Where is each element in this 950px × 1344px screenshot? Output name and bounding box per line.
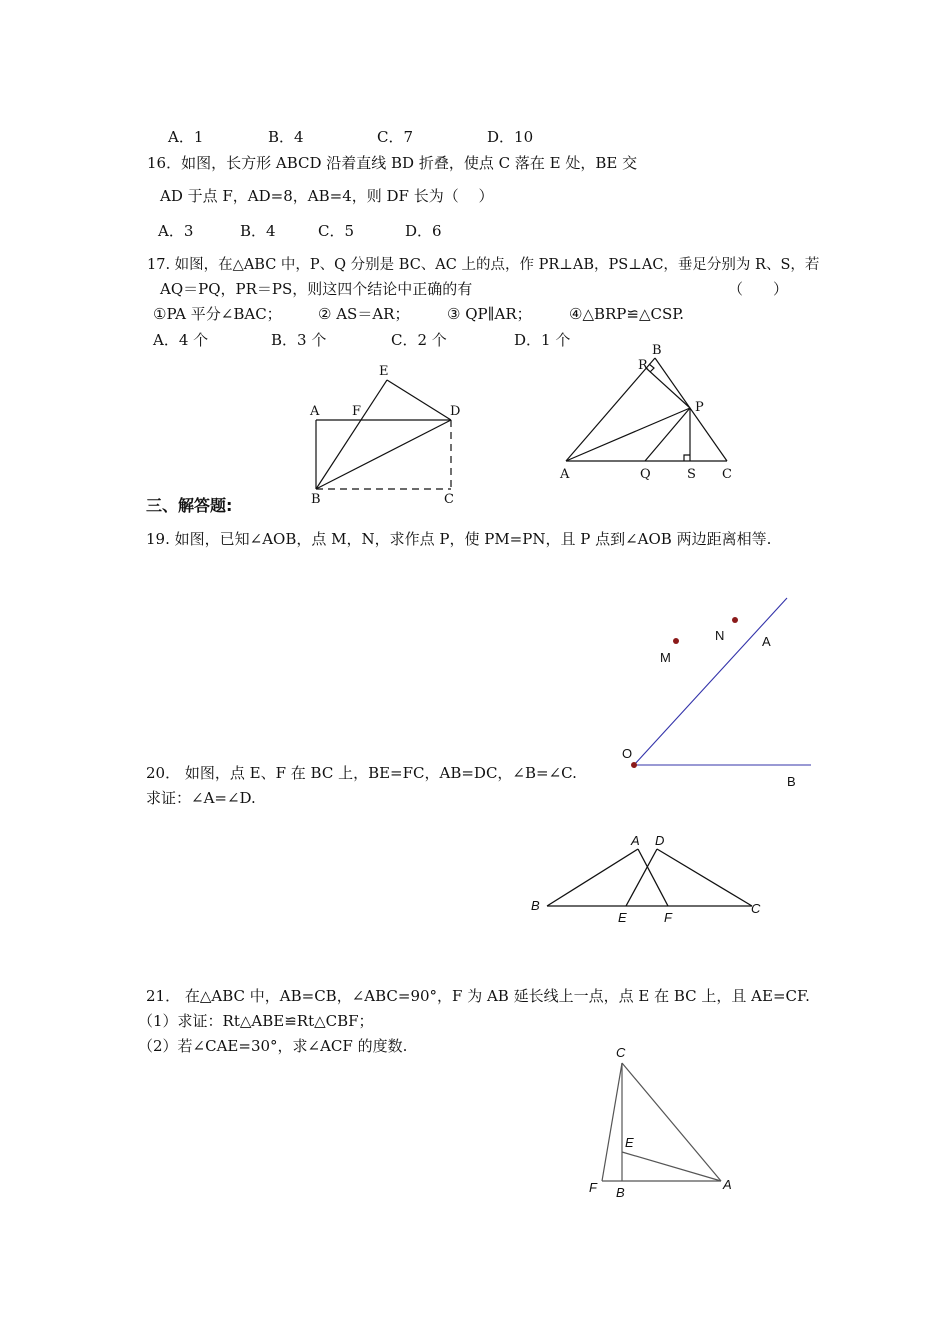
q17-statement-4: ④△BRP≌△CSP. xyxy=(569,305,685,323)
q21-label-a: A xyxy=(723,1177,732,1192)
fig17-label-p: P xyxy=(695,400,704,415)
q17-option-b: B．3 个 xyxy=(271,331,327,349)
fig17-label-s: S xyxy=(687,467,696,482)
fig17-label-c: C xyxy=(722,467,732,482)
q20-label-e: E xyxy=(618,910,627,925)
q19-label-a: A xyxy=(762,634,771,649)
q20-label-d: D xyxy=(655,833,665,848)
q16-option-c: C．5 xyxy=(318,222,355,240)
q15-option-d: D．10 xyxy=(487,128,534,146)
q16-line2: AD 于点 F，AD=8，AB=4，则 DF 长为（ ） xyxy=(160,187,494,205)
fig17-label-b: B xyxy=(652,343,662,358)
q20-label-a: A xyxy=(631,833,640,848)
q21-label-c: C xyxy=(616,1045,626,1060)
q21-label-b: B xyxy=(616,1185,625,1200)
q20-label-b: B xyxy=(531,898,540,913)
q21-part2: （2）若∠CAE=30°，求∠ACF 的度数. xyxy=(138,1037,408,1055)
q17-statement-2: ② AS＝AR； xyxy=(318,305,410,323)
fig16-label-c: C xyxy=(444,492,454,507)
q16-line1: 16．如图，长方形 ABCD 沿着直线 BD 折叠，使点 C 落在 E 处，BE 交 xyxy=(147,154,638,172)
fig17-label-r: R xyxy=(638,358,648,373)
q15-option-a: A．1 xyxy=(168,128,204,146)
q20-line2: 求证：∠A=∠D. xyxy=(146,789,256,807)
q21-label-e: E xyxy=(625,1135,634,1150)
q20-label-f: F xyxy=(664,910,672,925)
q17-blank: （ ） xyxy=(728,280,789,298)
q15-option-b: B．4 xyxy=(268,128,304,146)
q17-option-d: D．1 个 xyxy=(514,331,571,349)
fig16-label-e: E xyxy=(379,364,389,379)
q19-label-b: B xyxy=(787,774,796,789)
fig16-label-f: F xyxy=(352,404,362,419)
fig16-label-b: B xyxy=(311,492,321,507)
q19-label-o: O xyxy=(622,746,633,761)
q17-statement-3: ③ QP∥AR； xyxy=(447,305,532,323)
fig17-label-q: Q xyxy=(640,467,651,482)
q19-label-n: N xyxy=(715,628,725,643)
q17-option-c: C．2 个 xyxy=(391,331,447,349)
q16-option-a: A．3 xyxy=(158,222,194,240)
q15-option-c: C．7 xyxy=(377,128,414,146)
q19-text: 19. 如图，已知∠AOB，点 M，N，求作点 P，使 PM=PN，且 P 点到∠AOB 两边距离相等. xyxy=(146,530,772,548)
q16-option-b: B．4 xyxy=(240,222,276,240)
q17-option-a: A．4 个 xyxy=(153,331,209,349)
q20-label-c: C xyxy=(751,901,761,916)
q20-line1: 20． 如图，点 E、F 在 BC 上，BE=FC，AB=DC，∠B=∠C. xyxy=(146,764,577,782)
q17-line1: 17. 如图，在△ABC 中，P、Q 分别是 BC、AC 上的点，作 PR⊥AB，PS⊥AC，垂足分别为 R、S，若 xyxy=(147,257,820,273)
q21-label-f: F xyxy=(589,1180,597,1195)
q17-statement-1: ①PA 平分∠BAC； xyxy=(153,305,282,323)
section-heading: 三、解答题: xyxy=(146,496,233,515)
q19-label-m: M xyxy=(660,650,671,665)
q21-part1: （1）求证：Rt△ABE≌Rt△CBF； xyxy=(138,1012,374,1030)
q16-option-d: D．6 xyxy=(405,222,442,240)
fig16-label-a: A xyxy=(310,404,320,419)
q17-line2: AQ＝PQ，PR＝PS，则这四个结论中正确的有 xyxy=(160,280,473,298)
q21-line1: 21． 在△ABC 中，AB=CB，∠ABC=90°，F 为 AB 延长线上一点，点 E 在 BC 上，且 AE=CF. xyxy=(146,987,810,1005)
fig16-label-d: D xyxy=(450,404,461,419)
fig17-label-a: A xyxy=(560,467,570,482)
